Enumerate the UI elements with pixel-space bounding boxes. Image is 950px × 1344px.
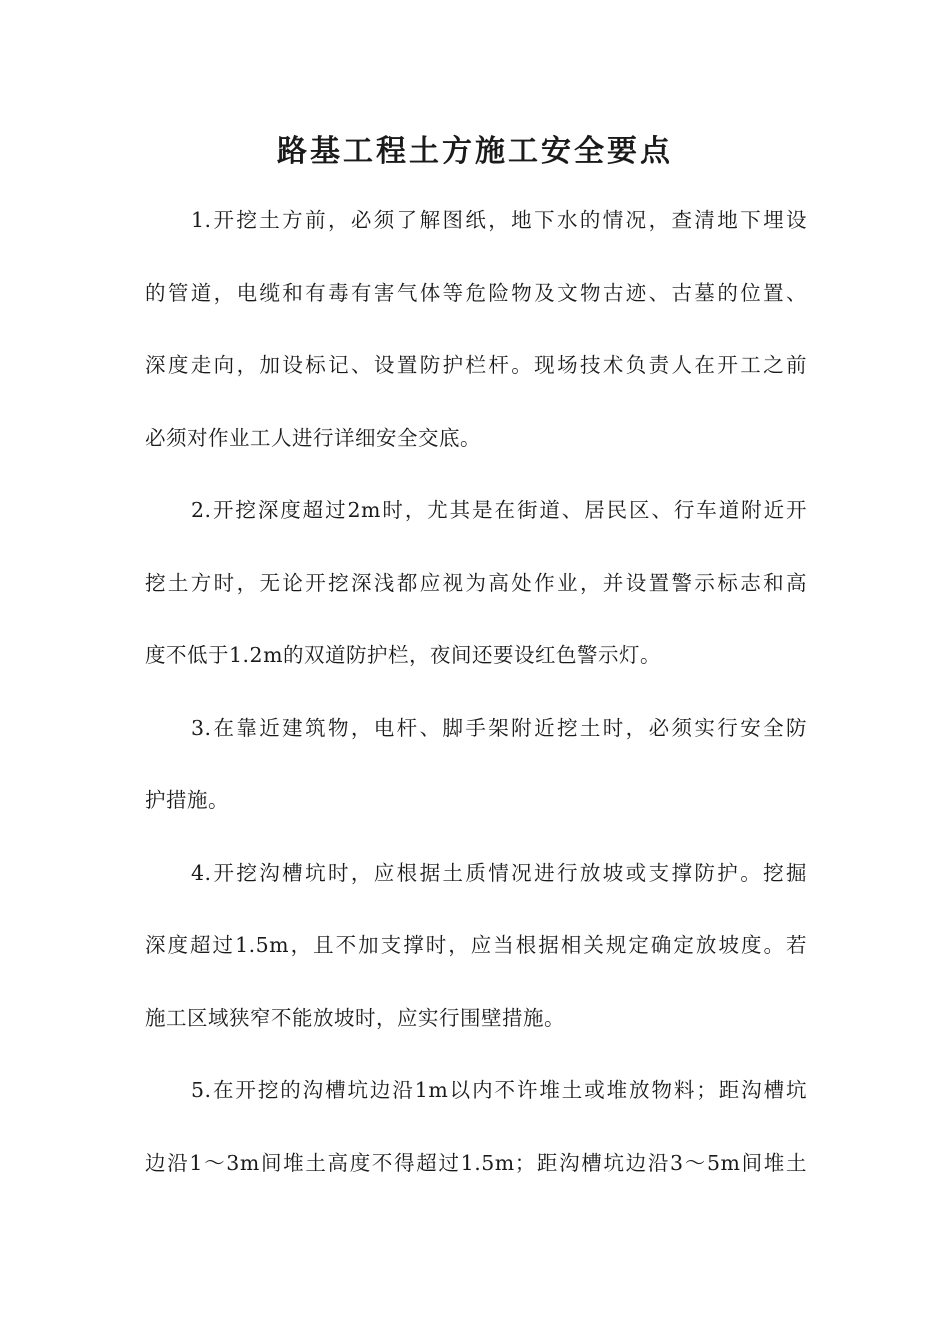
paragraph-4-line-2: 深度超过1.5m，且不加支撑时，应当根据相关规定确定放坡度。若 [145,933,807,957]
paragraph-1-line-2: 的管道，电缆和有毒有害气体等危险物及文物古迹、古墓的位置、 [145,280,807,305]
paragraph-2-line-2: 挖土方时，无论开挖深浅都应视为高处作业，并设置警示标志和高 [145,570,807,595]
paragraph-1-line-3: 深度走向，加设标记、设置防护栏杆。现场技术负责人在开工之前 [145,353,807,377]
paragraph-3-line-1: 3.在靠近建筑物，电杆、脚手架附近挖土时，必须实行安全防 [191,715,807,740]
paragraph-5-line-2: 边沿1～3m间堆土高度不得超过1.5m；距沟槽坑边沿3～5m间堆土 [145,1150,807,1175]
paragraph-1-line-1: 1.开挖土方前，必须了解图纸，地下水的情况，查清地下埋设 [191,208,807,232]
paragraph-2-line-1: 2.开挖深度超过2m时，尤其是在街道、居民区、行车道附近开 [191,498,807,522]
document-title: 路基工程土方施工安全要点 [277,134,673,169]
paragraph-5-line-1: 5.在开挖的沟槽坑边沿1m以内不许堆土或堆放物料；距沟槽坑 [191,1078,807,1102]
paragraph-3-line-2: 护措施。 [145,788,229,812]
paragraph-1-line-4: 必须对作业工人进行详细安全交底。 [145,425,481,450]
paragraph-4-line-3: 施工区域狭窄不能放坡时，应实行围壁措施。 [145,1005,565,1030]
paragraph-4-line-1: 4.开挖沟槽坑时，应根据土质情况进行放坡或支撑防护。挖掘 [191,860,807,885]
document-body [145,184,807,1199]
paragraph-2-line-3: 度不低于1.2m的双道防护栏，夜间还要设红色警示灯。 [145,643,662,667]
